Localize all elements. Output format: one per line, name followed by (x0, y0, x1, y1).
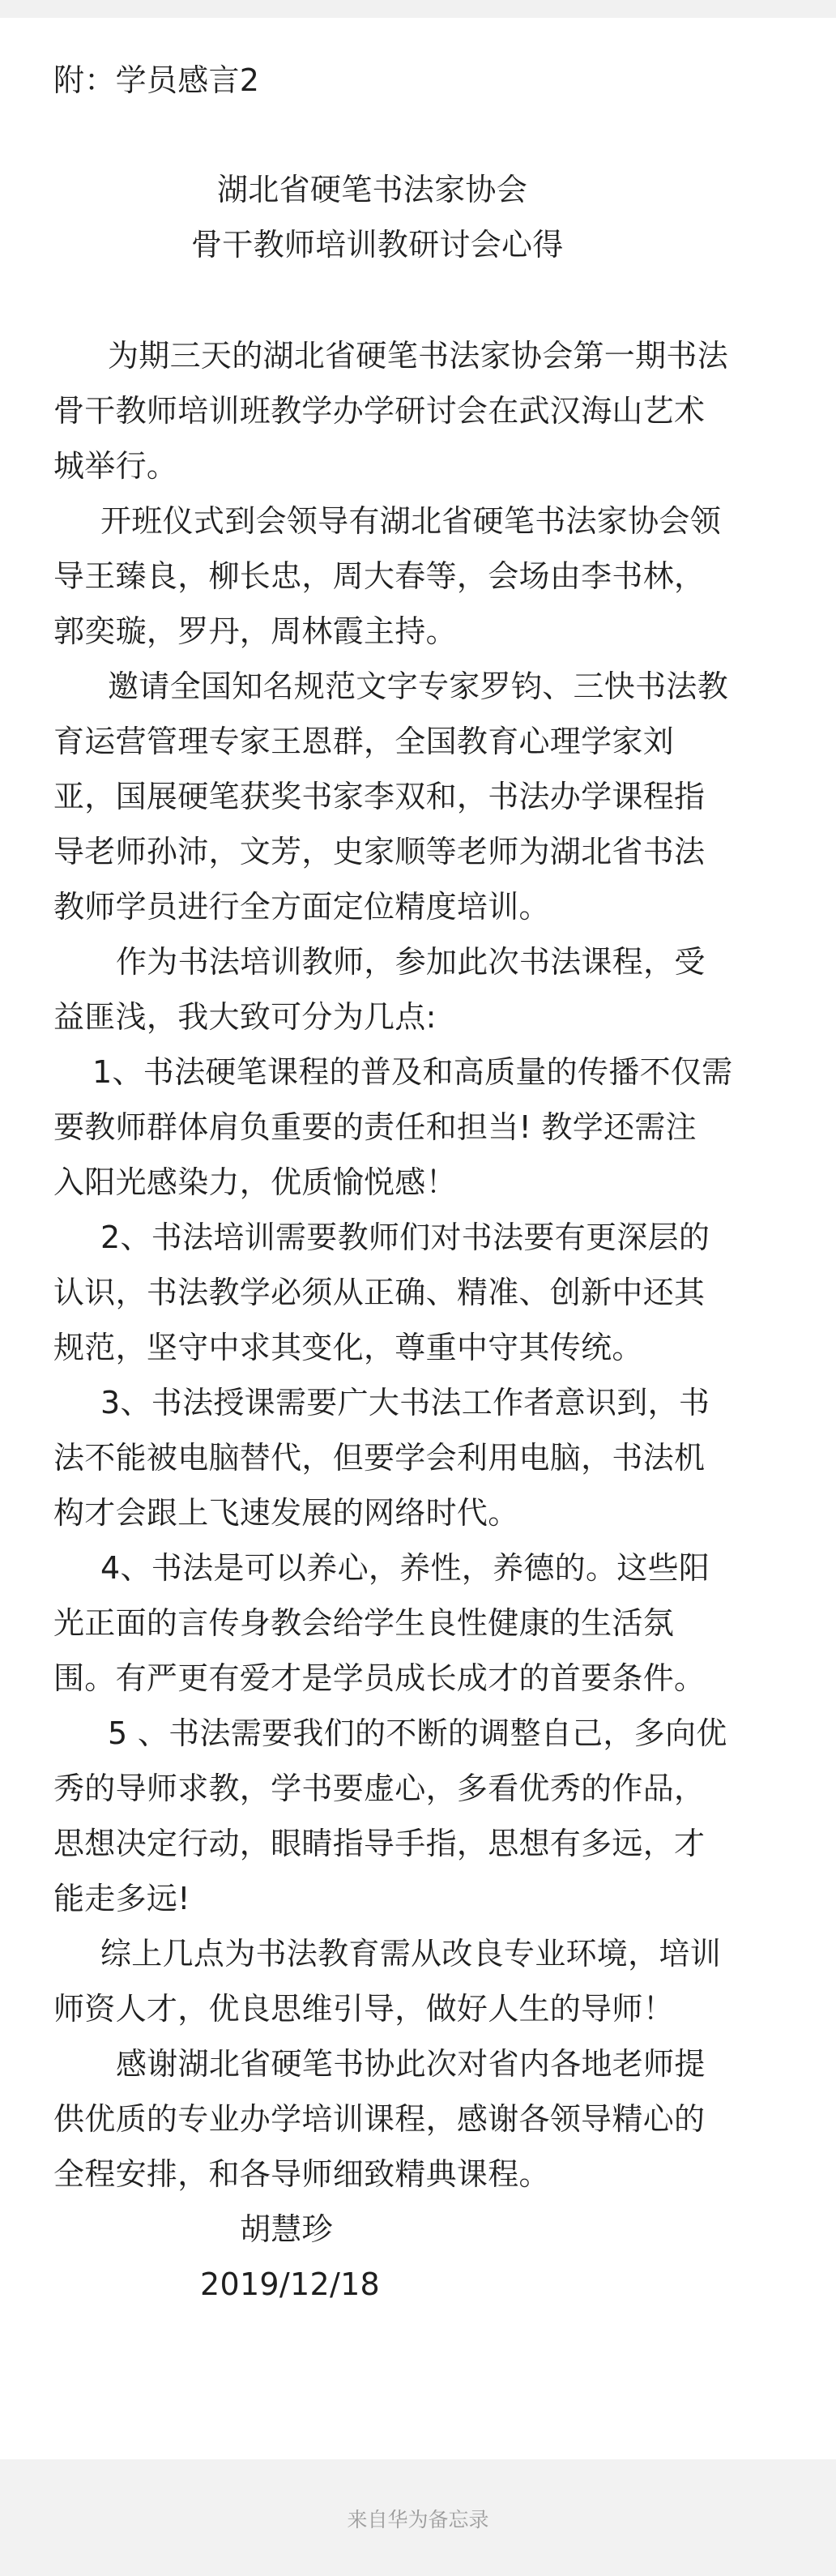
paragraph-line: 骨干教师培训班教学办学研讨会在武汉海山艺术 (53, 393, 706, 429)
paragraph-line: 作为书法培训教师，参加此次书法课程，受 (116, 944, 706, 980)
paragraph-line: 育运营管理专家王恩群，全国教育心理学家刘 (53, 724, 675, 759)
paragraph-line: 认识，书法教学必须从正确、精准、创新中还其 (53, 1275, 706, 1310)
paragraph-line: 开班仪式到会领导有湖北省硬笔书法家协会领 (100, 503, 722, 539)
paragraph-line: 导老师孙沛，文芳，史家顺等老师为湖北省书法 (53, 834, 706, 869)
paragraph-line: 入阳光感染力，优质愉悦感！ (53, 1164, 457, 1200)
paragraph-line: 要教师群体肩负重要的责任和担当! 教学还需注 (53, 1109, 697, 1145)
paragraph-line: 围。有严更有爱才是学员成长成才的首要条件。 (53, 1660, 706, 1696)
footer-bar (0, 2459, 836, 2576)
paragraph-line: 4、书法是可以养心，养性，养德的。这些阳 (100, 1550, 710, 1586)
paragraph-line: 供优质的专业办学培训课程，感谢各领导精心的 (53, 2101, 706, 2137)
top-band (0, 0, 836, 18)
paragraph-line: 3、书法授课需要广大书法工作者意识到，书 (100, 1385, 710, 1420)
paragraph-line: 5 、书法需要我们的不断的调整自己，多向优 (108, 1715, 727, 1751)
paragraph-line: 1、书法硬笔课程的普及和高质量的传播不仅需 (92, 1054, 733, 1090)
paragraph-line: 郭奕璇，罗丹，周林霞主持。 (53, 613, 457, 649)
memo-document (0, 18, 836, 2459)
paragraph-line: 导王臻良，柳长忠，周大春等，会场由李书林， (53, 558, 706, 594)
paragraph-line: 邀请全国知名规范文字专家罗钧、三快书法教 (108, 669, 729, 704)
paragraph-line: 构才会跟上飞速发展的网络时代。 (53, 1495, 519, 1531)
attachment-note: 附：学员感言2 (53, 62, 260, 98)
paragraph-line: 思想决定行动，眼睛指导手指，思想有多远，才 (53, 1826, 706, 1861)
paragraph-line: 为期三天的湖北省硬笔书法家协会第一期书法 (108, 338, 729, 374)
paragraph-line: 师资人才，优良思维引导，做好人生的导师！ (53, 1991, 675, 2027)
paragraph-line: 亚，国展硬笔获奖书家李双和，书法办学课程指 (53, 779, 706, 814)
source-label: 来自华为备忘录 (347, 2508, 489, 2531)
paragraph-line: 城举行。 (53, 448, 178, 484)
paragraph-line: 教师学员进行全方面定位精度培训。 (53, 889, 550, 925)
paragraph-line: 益匪浅，我大致可分为几点: (53, 999, 437, 1035)
paragraph-line: 感谢湖北省硬笔书协此次对省内各地老师提 (116, 2046, 706, 2082)
paragraph-line: 全程安排，和各导师细致精典课程。 (53, 2156, 550, 2192)
signature-date: 2019/12/18 (200, 2266, 381, 2302)
paragraph-line: 综上几点为书法教育需从改良专业环境，培训 (100, 1936, 722, 1972)
title-line-1: 湖北省硬笔书法家协会 (217, 172, 528, 207)
paragraph-line: 法不能被电脑替代，但要学会利用电脑，书法机 (53, 1440, 706, 1476)
title-line-2: 骨干教师培训教研讨会心得 (191, 227, 564, 263)
paragraph-line: 规范，坚守中求其变化，尊重中守其传统。 (53, 1330, 643, 1365)
signature-name: 胡慧珍 (240, 2211, 333, 2247)
paragraph-line: 光正面的言传身教会给学生良性健康的生活氛 (53, 1605, 675, 1641)
paragraph-line: 能走多远! (53, 1881, 190, 1916)
paragraph-line: 2、书法培训需要教师们对书法要有更深层的 (100, 1220, 710, 1255)
paragraph-line: 秀的导师求教，学书要虚心，多看优秀的作品， (53, 1771, 706, 1806)
